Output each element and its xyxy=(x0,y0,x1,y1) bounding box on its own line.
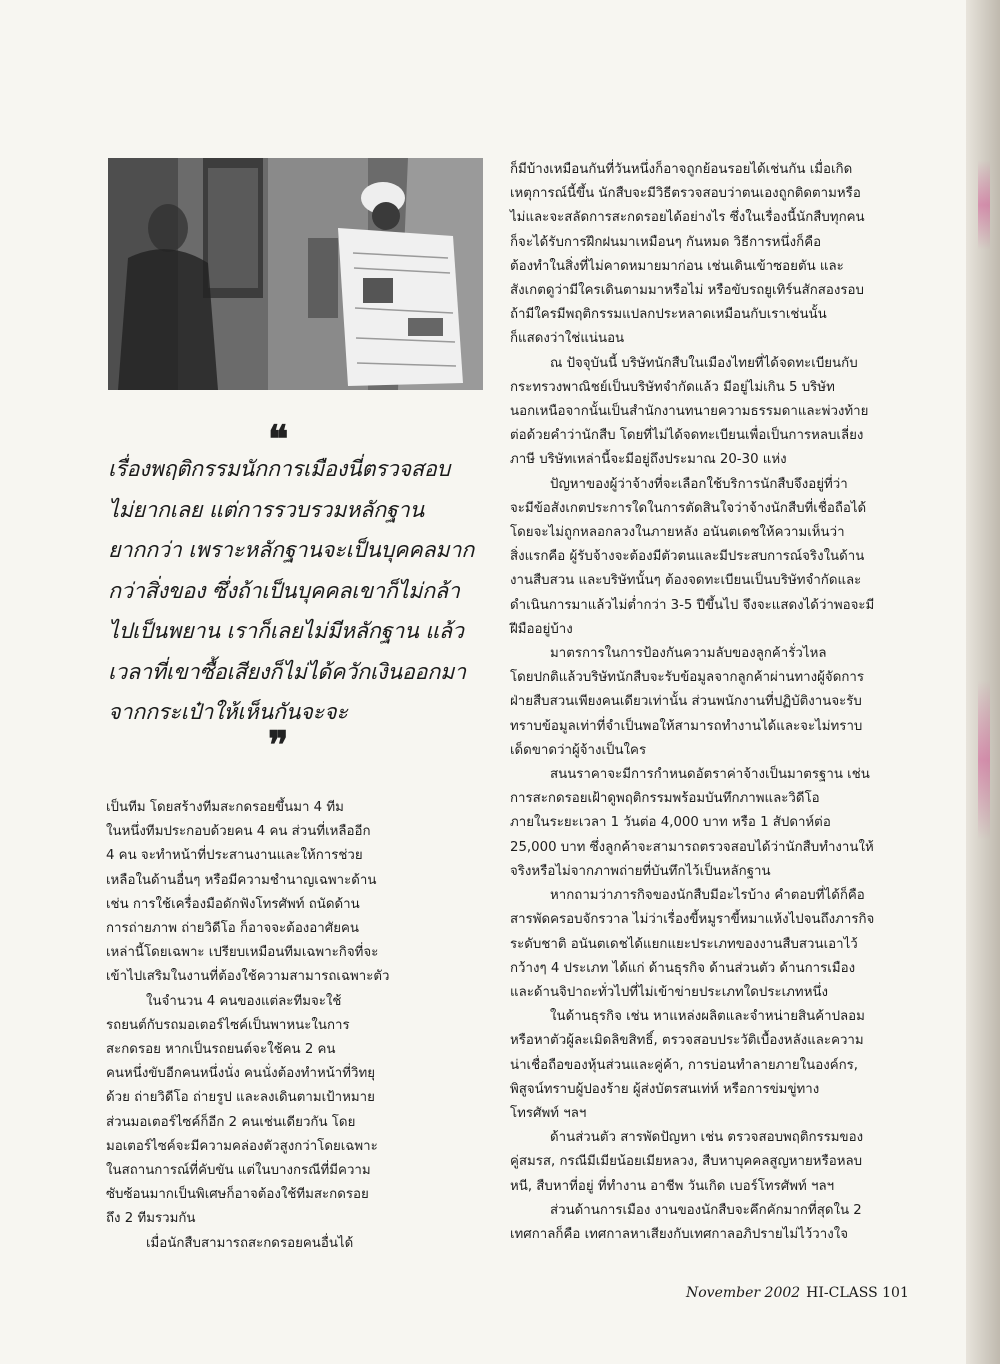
text-line: คู่สมรส, กรณีมีเมียน้อยเมียหลวง, สืบหาบุคคลสูญหายหรือหลบ xyxy=(510,1154,863,1170)
text-line: โดยปกติแล้วบริษัทนักสืบจะรับข้อมูลจากลูกค้าผ่านทางผู้จัดการ xyxy=(510,670,865,686)
text-line: จะมีข้อสังเกตประการใดในการตัดสินใจว่าจ้างนักสืบที่เชื่อถือได้ xyxy=(510,500,867,516)
text-line: เหล่านี้โดยเฉพาะ เปรียบเหมือนทีมเฉพาะกิจที่จะ xyxy=(106,945,379,961)
text-line: หรือหาตัวผู้ละเมิดลิขสิทธิ์, ตรวจสอบประวัติเบื้องหลังและความ xyxy=(510,1033,864,1049)
text-line: พิสูจน์ทราบผู้ปองร้าย ผู้ส่งบัตรสนเท่ห์ หรือการข่มขู่ทาง xyxy=(510,1081,820,1097)
text-line: ภายในระยะเวลา 1 วันต่อ 4,000 บาท หรือ 1 สัปดาห์ต่อ xyxy=(510,815,831,831)
text-line: จริงหรือไม่จากภาพถ่ายที่บันทึกไว้เป็นหลักฐาน xyxy=(510,863,771,879)
text-line: ฝ่ายสืบสวนเพียงคนเดียวเท่านั้น ส่วนพนักงานที่ปฏิบัติงานจะรับ xyxy=(510,694,862,710)
text-line: เด็ดขาดว่าผู้จ้างเป็นใคร xyxy=(510,742,647,758)
text-line: ในสถานการณ์ที่คับขัน แต่ในบางกรณีที่มีความ xyxy=(106,1163,371,1179)
article-photo xyxy=(108,158,483,390)
right-column xyxy=(510,158,890,1247)
magazine-page-number: HI-CLASS 101 xyxy=(806,1285,909,1301)
text-line: น่าเชื่อถือของหุ้นส่วนและคู่ค้า, การบ่อนทำลายภายในองค์กร, xyxy=(510,1057,859,1073)
text-line: ก็แสดงว่าใช่แน่นอน xyxy=(510,331,625,347)
close-quote-mark: ❞ xyxy=(268,722,289,767)
text-line: ถ้ามีใครมีพฤติกรรมแปลกประหลาดเหมือนกับเราเช่นนั้น xyxy=(510,307,827,323)
text-line: 4 คน จะทำหน้าที่ประสานงานและให้การช่วย xyxy=(106,848,363,864)
text-line: คนหนึ่งขับอีกคนหนึ่งนั่ง คนนั่งต้องทำหน้าที่วิทยุ xyxy=(106,1066,376,1082)
text-line: เทศกาลก็คือ เทศกาลหาเสียงกับเทศกาลอภิปรายไม่ไว้วางใจ xyxy=(510,1226,848,1242)
paragraph xyxy=(510,1126,890,1199)
text-line: ซับซ้อนมากเป็นพิเศษก็อาจต้องใช้ทีมสะกดรอย xyxy=(106,1187,369,1203)
paragraph xyxy=(510,1199,890,1247)
text-line: สารพัดครอบจักรวาล ไม่ว่าเรื่องขี้หมูราขี้หมาแห้งไปจนถึงภารกิจ xyxy=(510,912,875,928)
text-line: ไม่และจะสลัดการสะกดรอยได้อย่างไร ซึ่งในเรื่องนี้นักสืบทุกคน xyxy=(510,210,865,226)
paragraph xyxy=(510,642,890,763)
paragraph xyxy=(510,763,890,884)
text-line: รถยนต์กับรถมอเตอร์ไซค์เป็นพาหนะในการ xyxy=(106,1017,350,1033)
pull-quote-line: กว่าสิ่งของ ซึ่งถ้าเป็นบุคคลเขาก็ไม่กล้า xyxy=(108,578,460,604)
text-line: ทราบข้อมูลเท่าที่จำเป็นพอให้สามารถทำงานได้และจะไม่ทราบ xyxy=(510,718,863,734)
pull-quote-line: ไปเป็นพยาน เราก็เลยไม่มีหลักฐาน แล้ว xyxy=(108,619,464,644)
text-line: 25,000 บาท ซึ่งลูกค้าจะสามารถตรวจสอบได้ว่านักสืบทำงานให้ xyxy=(510,839,874,855)
paragraph xyxy=(510,884,890,1005)
text-line: ปัญหาของผู้ว่าจ้างที่จะเลือกใช้บริการนักสืบจึงอยู่ที่ว่า xyxy=(550,476,848,492)
text-line: กระทรวงพาณิชย์เป็นบริษัทจำกัดแล้ว มีอยู่ไม่เกิน 5 บริษัท xyxy=(510,379,835,395)
text-line: และด้านจิปาถะทั่วไปที่ไม่เข้าข่ายประเภทใดประเภทหนึ่ง xyxy=(510,984,829,1000)
text-line: สนนราคาจะมีการกำหนดอัตราค่าจ้างเป็นมาตรฐาน เช่น xyxy=(550,767,870,783)
pull-quote-line: เวลาที่เขาซื้อเสียงก็ไม่ได้ควักเงินออกมา xyxy=(108,659,466,685)
text-line: สังเกตดูว่ามีใครเดินตามมาหรือไม่ หรือขับรถยูเทิร์นสักสองรอบ xyxy=(510,283,864,299)
text-line: หากถามว่าภารกิจของนักสืบมีอะไรบ้าง คำตอบที่ได้ก็คือ xyxy=(550,888,865,904)
text-line: เหลือในด้านอื่นๆ หรือมีความชำนาญเฉพาะด้าน xyxy=(106,872,377,888)
issue-date: November 2002 xyxy=(686,1285,801,1301)
pull-quote-line: ยากกว่า เพราะหลักฐานจะเป็นบุคคลมาก xyxy=(108,538,475,563)
text-line: นอกเหนือจากนั้นเป็นสำนักงานทนายความธรรมดาและพ่วงท้าย xyxy=(510,404,869,420)
pull-quote-line: ไม่ยากเลย แต่การรวบรวมหลักฐาน xyxy=(108,497,424,523)
text-line: ก็มีบ้างเหมือนกันที่วันหนึ่งก็อาจถูกย้อนรอยได้เช่นกัน เมื่อเกิด xyxy=(510,162,853,177)
text-line: ต้องทำในสิ่งที่ไม่คาดหมายมาก่อน เช่นเดินเข้าซอยตัน และ xyxy=(510,258,844,274)
text-line: ในหนึ่งทีมประกอบด้วยคน 4 คน ส่วนที่เหลืออีก xyxy=(106,824,371,840)
text-line: โดยจะไม่ถูกหลอกลวงในภายหลัง อนันตเดชให้ความเห็นว่า xyxy=(510,525,845,541)
text-line: ฝีมืออยู่บ้าง xyxy=(510,621,573,637)
text-line: ภาษี บริษัทเหล่านี้จะมีอยู่ถึงประมาณ 20-30 แห่ง xyxy=(510,452,787,468)
text-line: โทรศัพท์ ฯลฯ xyxy=(510,1105,587,1121)
text-line: เหตุการณ์นี้ขึ้น นักสืบจะมีวิธีตรวจสอบว่าตนเองถูกติดตามหรือ xyxy=(510,186,861,202)
text-line: ส่วนมอเตอร์ไซค์ก็อีก 2 คนเช่นเดียวกัน โดย xyxy=(106,1114,356,1130)
text-line: ดำเนินการมาแล้วไม่ต่ำกว่า 3-5 ปีขึ้นไป จึงจะแสดงได้ว่าพอจะมี xyxy=(510,597,875,613)
text-line: ในจำนวน 4 คนของแต่ละทีมจะใช้ xyxy=(146,993,342,1009)
text-line: หนี, สืบหาที่อยู่ ที่ทำงาน อาชีพ วันเกิด เบอร์โทรศัพท์ ฯลฯ xyxy=(510,1178,835,1194)
text-line: งานสืบสวน และบริษัทนั้นๆ ต้องจดทะเบียนเป็นบริษัทจำกัดและ xyxy=(510,573,862,589)
pull-quote xyxy=(108,450,488,734)
text-line: เมื่อนักสืบสามารถสะกดรอยคนอื่นได้ xyxy=(146,1235,354,1251)
text-line: เข้าไปเสริมในงานที่ต้องใช้ความสามารถเฉพาะตัว xyxy=(106,969,390,985)
paragraph xyxy=(106,990,486,1232)
text-line: ระดับชาติ อนันตเดชได้แยกแยะประเภทของงานสืบสวนเอาไว้ xyxy=(510,936,858,952)
text-line: ในด้านธุรกิจ เช่น หาแหล่งผลิตและจำหน่ายสินค้าปลอม xyxy=(550,1009,865,1025)
text-line: ด้านส่วนตัว สารพัดปัญหา เช่น ตรวจสอบพฤติกรรมของ xyxy=(550,1130,864,1146)
page-edge-tint xyxy=(978,680,990,840)
text-line: การสะกดรอยเฝ้าดูพฤติกรรมพร้อมบันทึกภาพและวิดีโอ xyxy=(510,791,820,807)
paragraph xyxy=(510,1005,890,1126)
text-line: มาตรการในการป้องกันความลับของลูกค้ารั่วไหล xyxy=(550,646,827,662)
open-quote-mark: ❝ xyxy=(268,416,289,461)
paragraph xyxy=(106,796,486,990)
text-line: ถึง 2 ทีมรวมกัน xyxy=(106,1211,196,1227)
pull-quote-line: เรื่องพฤติกรรมนักการเมืองนี่ตรวจสอบ xyxy=(108,457,450,482)
text-line: การถ่ายภาพ ถ่ายวิดีโอ ก็อาจจะต้องอาศัยคน xyxy=(106,921,359,937)
text-line: ณ ปัจจุบันนี้ บริษัทนักสืบในเมืองไทยที่ได้จดทะเบียนกับ xyxy=(550,355,858,371)
text-line: เช่น การใช้เครื่องมือดักฟังโทรศัพท์ ถนัดด้าน xyxy=(106,896,360,912)
text-line: เป็นทีม โดยสร้างทีมสะกดรอยขึ้นมา 4 ทีม xyxy=(106,800,344,815)
pull-quote-line: จากกระเป๋าให้เห็นกันจะจะ xyxy=(108,700,348,725)
text-line: ด้วย ถ่ายวิดีโอ ถ่ายรูป และลงเดินตามเป้าหมาย xyxy=(106,1090,375,1106)
left-column xyxy=(106,796,486,1256)
text-line: มอเตอร์ไซค์จะมีความคล่องตัวสูงกว่าโดยเฉพาะ xyxy=(106,1138,378,1154)
paragraph xyxy=(510,158,890,352)
photo-illustration xyxy=(108,158,483,390)
text-line: ส่วนด้านการเมือง งานของนักสืบจะคึกคักมากที่สุดใน 2 xyxy=(550,1202,862,1218)
paragraph xyxy=(510,352,890,473)
paragraph xyxy=(510,473,890,642)
text-line: ต่อด้วยคำว่านักสืบ โดยที่ไม่ได้จดทะเบียนเพื่อเป็นการหลบเลี่ยง xyxy=(510,428,864,444)
text-line: ก็จะได้รับการฝึกฝนมาเหมือนๆ กันหมด วิธีการหนึ่งก็คือ xyxy=(510,234,822,250)
text-line: สิ่งแรกคือ ผู้รับจ้างจะต้องมีตัวตนและมีประสบการณ์จริงในด้าน xyxy=(510,549,865,565)
page-footer xyxy=(686,1285,909,1301)
page-edge-tint xyxy=(978,160,990,250)
text-line: กว้างๆ 4 ประเภท ได้แก่ ด้านธุรกิจ ด้านส่วนตัว ด้านการเมือง xyxy=(510,960,856,976)
paragraph xyxy=(106,1232,486,1256)
text-line: สะกดรอย หากเป็นรถยนต์จะใช้คน 2 คน xyxy=(106,1042,336,1058)
